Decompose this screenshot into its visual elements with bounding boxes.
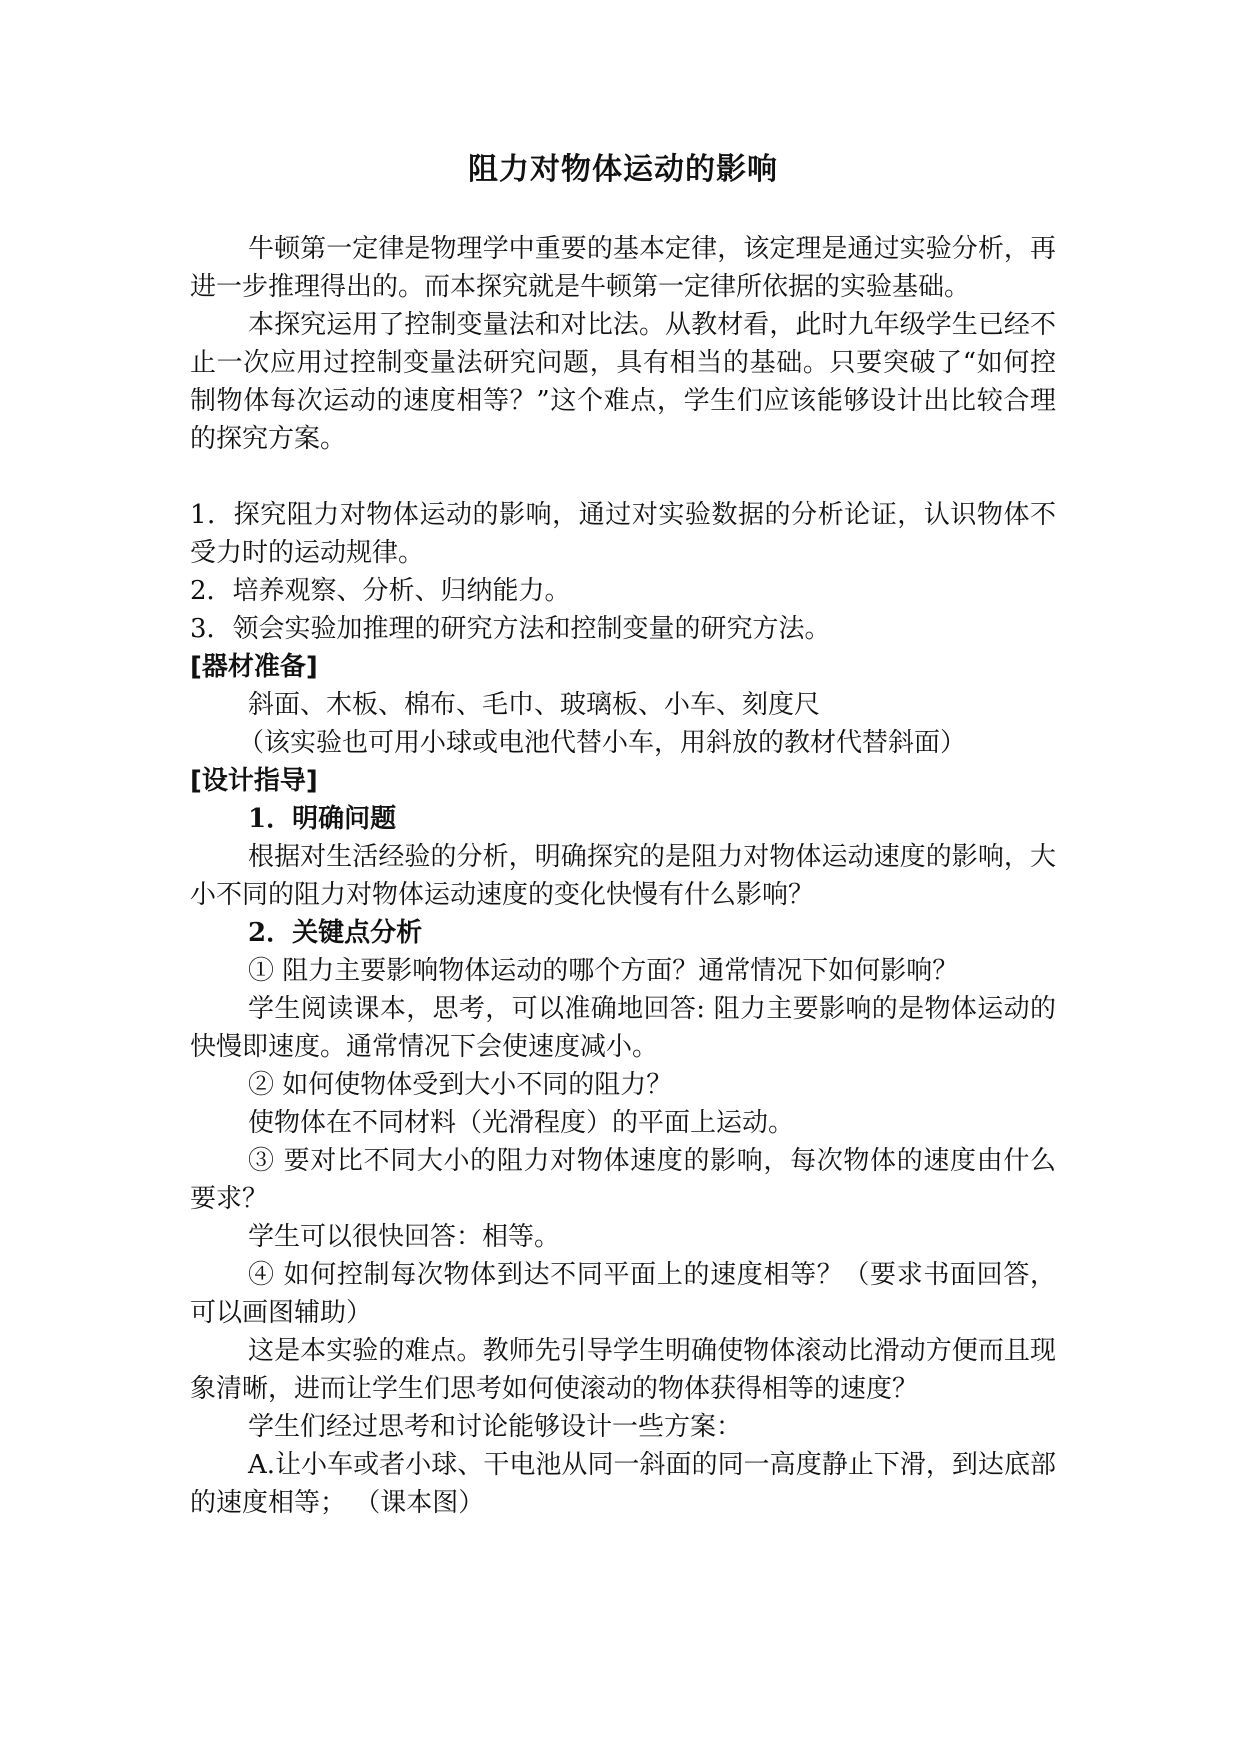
question-1: ① 阻力主要影响物体运动的哪个方面？通常情况下如何影响？	[248, 956, 959, 986]
question-4: ④ 如何控制每次物体到达不同平面上的速度相等？（要求书面回答，可以画图辅助）	[190, 1260, 1056, 1328]
document-page	[190, 140, 1056, 1522]
goal-item-2: 2．培养观察、分析、归纳能力。	[190, 576, 571, 606]
answer-4: 这是本实验的难点。教师先引导学生明确使物体滚动比滑动方便而且现象清晰，进而让学生们思考如何使滚动的物体获得相等的速度？	[190, 1336, 1056, 1404]
answer-2: 使物体在不同材料（光滑程度）的平面上运动。	[248, 1108, 795, 1138]
question-2: ② 如何使物体受到大小不同的阻力？	[248, 1070, 673, 1100]
equipment-heading: [器材准备]	[190, 652, 318, 682]
plan-a: A.让小车或者小球、干电池从同一斜面的同一高度静止下滑，到达底部的速度相等； （课本图）	[190, 1450, 1056, 1518]
equipment-note: （该实验也可用小球或电池代替小车，用斜放的教材代替斜面）	[238, 728, 967, 758]
subheading-clarify-problem: 1．明确问题	[248, 804, 397, 834]
goal-item-1: 1．探究阻力对物体运动的影响，通过对实验数据的分析论证，认识物体不受力时的运动规律。	[190, 500, 1056, 568]
subheading-key-points: 2．关键点分析	[248, 918, 423, 948]
equipment-list: 斜面、木板、棉布、毛巾、玻璃板、小车、刻度尺	[248, 690, 821, 720]
answer-5: 学生们经过思考和讨论能够设计一些方案：	[248, 1412, 743, 1442]
answer-1: 学生阅读课本，思考，可以准确地回答: 阻力主要影响的是物体运动的快慢即速度。通常情况下会使速度减小。	[190, 994, 1056, 1062]
intro-paragraph-1: 牛顿第一定律是物理学中重要的基本定律，该定理是通过实验分析，再进一步推理得出的。而本探究就是牛顿第一定律所依据的实验基础。	[190, 234, 1056, 302]
blank-line	[190, 458, 1056, 496]
page-title: 阻力对物体运动的影响	[468, 152, 778, 187]
goal-item-3: 3．领会实验加推理的研究方法和控制变量的研究方法。	[190, 614, 831, 644]
intro-paragraph-2: 本探究运用了控制变量法和对比法。从教材看，此时九年级学生已经不止一次应用过控制变量法研究问题，具有相当的基础。只要突破了“如何控制物体每次运动的速度相等？”这个难点，学生们应该能够设计出比较合理的探究方案。	[190, 310, 1056, 454]
question-3: ③ 要对比不同大小的阻力对物体速度的影响，每次物体的速度由什么要求？	[190, 1146, 1056, 1214]
clarify-problem-text: 根据对生活经验的分析，明确探究的是阻力对物体运动速度的影响，大小不同的阻力对物体运动速度的变化快慢有什么影响？	[190, 842, 1056, 910]
answer-3: 学生可以很快回答：相等。	[248, 1222, 561, 1252]
design-heading: [设计指导]	[190, 766, 318, 796]
